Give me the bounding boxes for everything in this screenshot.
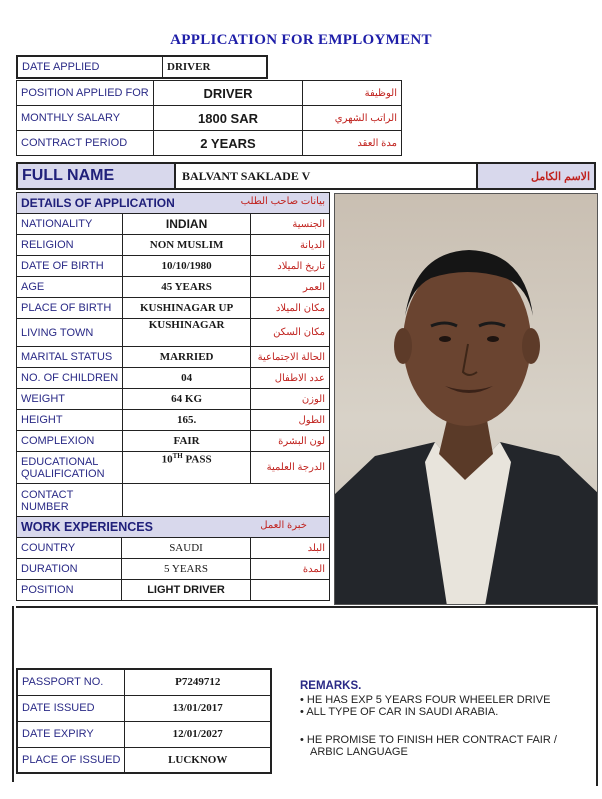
work-section-label: WORK EXPERIENCES — [21, 520, 153, 534]
marital-status-label: MARITAL STATUS — [17, 347, 123, 368]
date-applied-box — [16, 55, 268, 79]
date-issued-value: 13/01/2017 — [125, 695, 271, 721]
job-terms-table — [16, 80, 402, 156]
marital-status-arabic: الحالة الاجتماعية — [251, 347, 330, 368]
work-duration-label: DURATION — [17, 559, 122, 580]
weight-label: WEIGHT — [17, 389, 123, 410]
age-label: AGE — [17, 277, 123, 298]
education-label: EDUCATIONAL QUALIFICATION — [17, 452, 123, 484]
work-duration-value: 5 YEARS — [122, 559, 251, 580]
remark-item: • HE HAS EXP 5 YEARS FOUR WHEELER DRIVE — [300, 694, 551, 706]
remark-item-1: HE HAS EXP 5 YEARS FOUR WHEELER DRIVE — [306, 694, 551, 706]
religion-label: RELIGION — [17, 235, 123, 256]
divider-line — [16, 606, 598, 608]
date-issued-label: DATE ISSUED — [17, 695, 125, 721]
page-title: APPLICATION FOR EMPLOYMENT — [170, 32, 432, 48]
details-section-label: DETAILS OF APPLICATION — [21, 196, 175, 210]
height-value: 165. — [123, 410, 251, 431]
education-value-suffix: PASS — [182, 453, 212, 466]
education-value — [123, 452, 251, 484]
position-value: DRIVER — [154, 81, 303, 106]
height-arabic: الطول — [251, 410, 330, 431]
height-label: HEIGHT — [17, 410, 123, 431]
education-value-number: 10 — [161, 453, 173, 466]
applicant-photo — [334, 193, 598, 605]
applicant-photo-drawing — [335, 194, 598, 605]
weight-arabic: الوزن — [251, 389, 330, 410]
weight-value: 64 KG — [123, 389, 251, 410]
contract-arabic: مدة العقد — [303, 131, 402, 156]
remark-item-3: HE PROMISE TO FINISH HER CONTRACT FAIR / ARBIC LANGUAGE — [306, 734, 557, 758]
salary-label: MONTHLY SALARY — [17, 106, 154, 131]
full-name-value: BALVANT SAKLADE V — [175, 163, 477, 189]
date-applied-value: DRIVER — [163, 56, 268, 78]
place-of-birth-arabic: مكان الميلاد — [251, 298, 330, 319]
details-section-arabic: بيانات صاحب الطلب — [240, 196, 325, 207]
place-issued-value: LUCKNOW — [125, 747, 271, 773]
complexion-label: COMPLEXION — [17, 431, 123, 452]
work-position-arabic — [251, 580, 330, 601]
religion-value: NON MUSLIM — [123, 235, 251, 256]
children-arabic: عدد الاطفال — [251, 368, 330, 389]
remarks-heading: REMARKS. — [300, 680, 362, 692]
work-country-label: COUNTRY — [17, 538, 122, 559]
frame-left-line — [12, 606, 14, 782]
details-table — [16, 192, 330, 518]
age-value: 45 YEARS — [123, 277, 251, 298]
passport-no-value: P7249712 — [125, 669, 271, 695]
place-of-birth-value: KUSHINAGAR UP — [123, 298, 251, 319]
position-arabic: الوظيفة — [303, 81, 402, 106]
work-position-value: LIGHT DRIVER — [122, 580, 251, 601]
complexion-value: FAIR — [123, 431, 251, 452]
passport-no-label: PASSPORT NO. — [17, 669, 125, 695]
work-country-arabic: البلد — [251, 538, 330, 559]
dob-value: 10/10/1980 — [123, 256, 251, 277]
marital-status-value: MARRIED — [123, 347, 251, 368]
nationality-label: NATIONALITY — [17, 214, 123, 235]
work-table — [16, 516, 330, 601]
children-label: NO. OF CHILDREN — [17, 368, 123, 389]
date-applied-label: DATE APPLIED — [17, 56, 163, 78]
contract-label: CONTRACT PERIOD — [17, 131, 154, 156]
dob-arabic: تاريخ الميلاد — [251, 256, 330, 277]
date-expiry-value: 12/01/2027 — [125, 721, 271, 747]
education-arabic: الدرجة العلمية — [251, 452, 330, 484]
children-value: 04 — [123, 368, 251, 389]
date-expiry-label: DATE EXPIRY — [17, 721, 125, 747]
nationality-arabic: الجنسية — [251, 214, 330, 235]
place-of-birth-label: PLACE OF BIRTH — [17, 298, 123, 319]
living-town-value: KUSHINAGAR — [123, 319, 251, 347]
work-position-label: POSITION — [17, 580, 122, 601]
remarks-block — [300, 680, 590, 758]
full-name-label: FULL NAME — [17, 163, 175, 189]
nationality-value: INDIAN — [123, 214, 251, 235]
complexion-arabic: لون البشرة — [251, 431, 330, 452]
religion-arabic: الديانة — [251, 235, 330, 256]
work-duration-arabic: المدة — [251, 559, 330, 580]
contact-label: CONTACT NUMBER — [17, 484, 123, 518]
work-section-header — [17, 517, 330, 538]
contract-value: 2 YEARS — [154, 131, 303, 156]
contact-value — [123, 484, 330, 518]
remark-item: • HE PROMISE TO FINISH HER CONTRACT FAIR / ARBIC LANGUAGE — [300, 734, 557, 758]
details-section-header — [17, 193, 330, 214]
living-town-label: LIVING TOWN — [17, 319, 123, 347]
remark-item-2: ALL TYPE OF CAR IN SAUDI ARABIA. — [306, 706, 499, 718]
full-name-row — [16, 162, 596, 190]
full-name-arabic: الاسم الكامل — [477, 163, 595, 189]
salary-arabic: الراتب الشهري — [303, 106, 402, 131]
work-section-arabic: خبرة العمل — [260, 520, 307, 531]
dob-label: DATE OF BIRTH — [17, 256, 123, 277]
place-issued-label: PLACE OF ISSUED — [17, 747, 125, 773]
passport-table — [16, 668, 272, 774]
work-country-value: SAUDI — [122, 538, 251, 559]
living-town-arabic: مكان السكن — [251, 319, 330, 347]
salary-value: 1800 SAR — [154, 106, 303, 131]
age-arabic: العمر — [251, 277, 330, 298]
remark-item: • ALL TYPE OF CAR IN SAUDI ARABIA. — [300, 706, 499, 718]
education-value-sup: TH — [172, 452, 183, 460]
frame-right-line — [596, 606, 598, 786]
position-label: POSITION APPLIED FOR — [17, 81, 154, 106]
